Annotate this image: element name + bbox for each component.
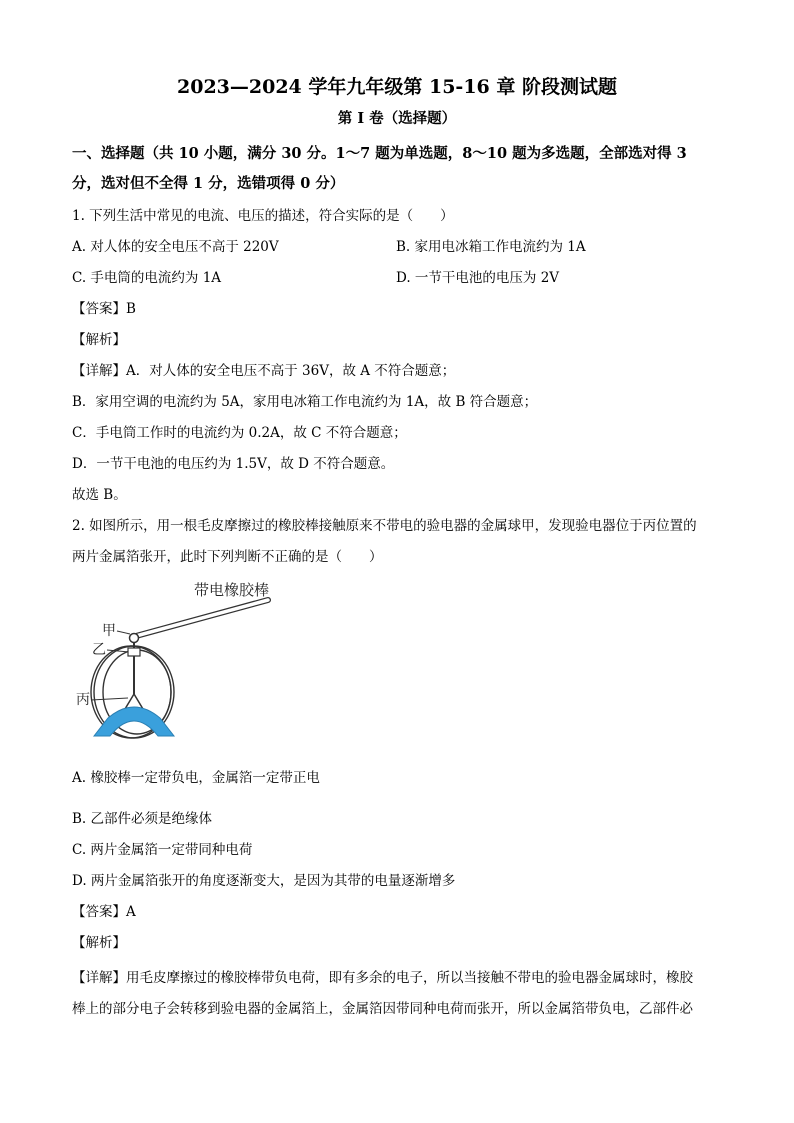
metal-ball	[130, 634, 139, 643]
q2-stem-line1: 2. 如图所示，用一根毛皮摩擦过的橡胶棒接触原来不带电的验电器的金属球甲，发现验电器位于丙位置的	[72, 518, 697, 534]
q2-stem-line2: 两片金属箔张开，此时下列判断不正确的是（ ）	[72, 549, 383, 565]
charged-rubber-rod	[136, 600, 268, 636]
q2-detail-line1: 【详解】用毛皮摩擦过的橡胶棒带负电荷，即有多余的电子，所以当接触不带电的验电器金属球时，橡胶	[72, 970, 693, 986]
label-yi: 乙	[92, 642, 106, 658]
electroscope-figure	[70, 578, 310, 753]
electroscope-diagram	[70, 578, 310, 753]
q1-detail-c: C．手电筒工作时的电流约为 0.2A，故 C 不符合题意；	[72, 425, 407, 441]
q2-option-d: D. 两片金属箔张开的角度逐渐变大，是因为其带的电量逐渐增多	[72, 873, 456, 889]
leader-line-jia	[117, 631, 130, 634]
q2-option-b: B. 乙部件必须是绝缘体	[72, 811, 213, 827]
label-bing: 丙	[76, 692, 90, 708]
q1-detail-d: D．一节干电池的电压约为 1.5V，故 D 不符合题意。	[72, 456, 395, 472]
q1-detail-b: B．家用空调的电流约为 5A，家用电冰箱工作电流约为 1A，故 B 符合题意；	[72, 394, 538, 410]
rod-label: 带电橡胶棒	[194, 581, 270, 599]
q1-detail-a: 【详解】A．对人体的安全电压不高于 36V，故 A 不符合题意；	[72, 363, 456, 379]
q1-analysis-label: 【解析】	[72, 332, 126, 348]
q2-analysis-label: 【解析】	[72, 935, 126, 951]
q2-option-c: C. 两片金属箔一定带同种电荷	[72, 842, 253, 858]
q1-answer: 【答案】B	[72, 301, 136, 317]
q1-option-d: D. 一节干电池的电压为 2V	[396, 270, 560, 286]
page-title: 2023—2024 学年九年级第 15-16 章 阶段测试题	[177, 76, 617, 98]
q1-option-c: C. 手电筒的电流约为 1A	[72, 270, 222, 286]
q1-option-a: A. 对人体的安全电压不高于 220V	[72, 239, 279, 255]
q1-stem: 1. 下列生活中常见的电流、电压的描述，符合实际的是（ ）	[72, 208, 454, 224]
q1-conclusion: 故选 B。	[72, 487, 127, 503]
section-instructions-line2: 分，选对但不全得 1 分，选错项得 0 分）	[72, 175, 345, 192]
q2-detail-line2: 棒上的部分电子会转移到验电器的金属箔上，金属箔因带同种电荷而张开，所以金属箔带负电，乙部件必	[72, 1001, 693, 1017]
section-subtitle: 第 I 卷（选择题）	[337, 110, 457, 127]
q2-option-a: A. 橡胶棒一定带负电，金属箔一定带正电	[72, 770, 320, 786]
section-instructions-line1: 一、选择题（共 10 小题，满分 30 分。1～7 题为单选题，8～10 题为多选题，全部选对得 3	[72, 145, 687, 162]
q2-answer: 【答案】A	[72, 904, 136, 920]
q1-option-b: B. 家用电冰箱工作电流约为 1A	[396, 239, 586, 255]
insulator-plug	[128, 648, 140, 656]
label-jia: 甲	[102, 623, 116, 639]
leader-line-bing	[91, 698, 128, 700]
